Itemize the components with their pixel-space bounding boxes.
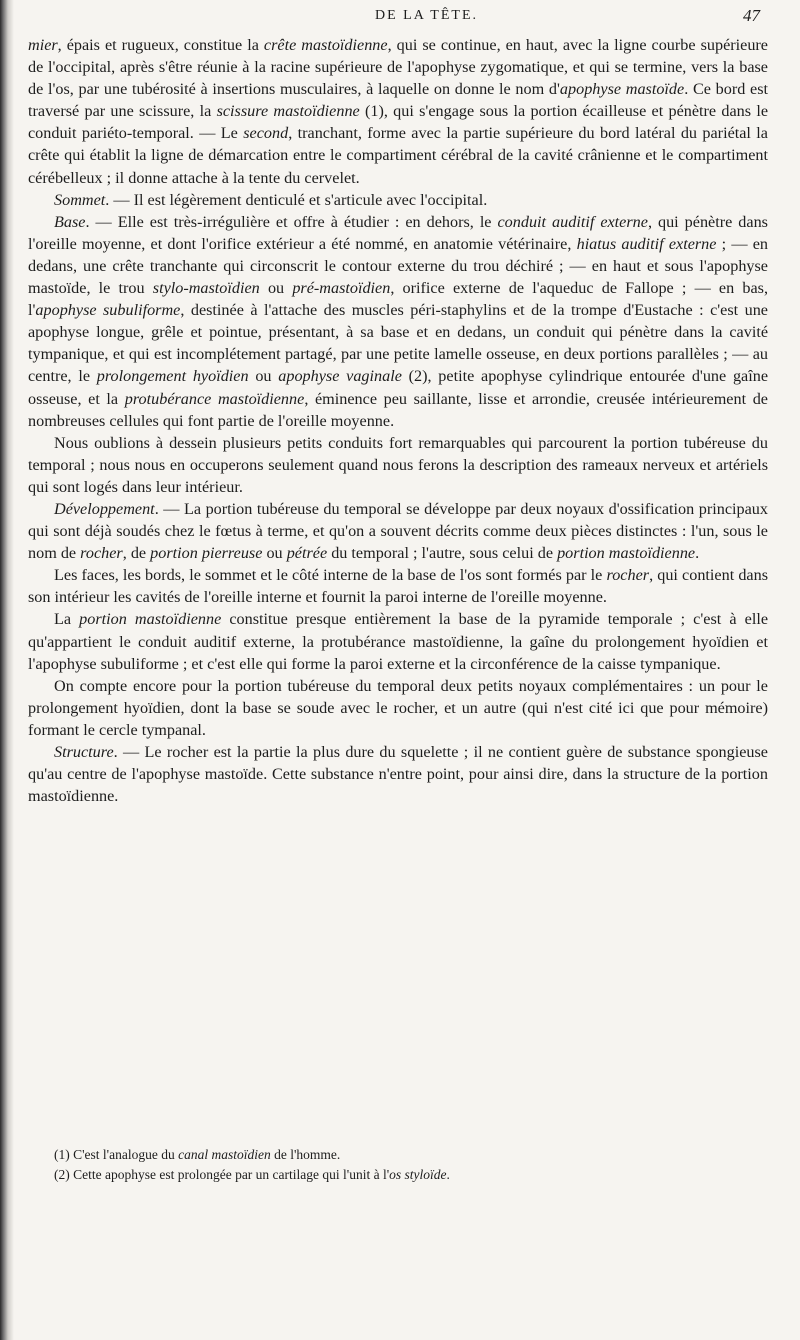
italic-term: conduit auditif externe bbox=[497, 212, 648, 231]
text-run: constitue presque entièrement la base de la pyramide temporale ; c'est à elle qu'appartient le conduit auditif externe, la protubérance mastoïdienne, la gaîne du prolongement hyoïdien et l'apophyse subuliforme ; et c'est elle qui forme la paroi externe et la circonférence de la caisse tympanique. bbox=[28, 610, 768, 673]
text-run: . — Elle est très-irrégulière et offre à étudier : en dehors, le bbox=[85, 212, 498, 231]
footnote-1 bbox=[28, 1145, 768, 1165]
text-run: , de bbox=[122, 544, 151, 563]
text-run: ou bbox=[259, 279, 293, 298]
text-run: La bbox=[54, 610, 80, 629]
text-run: , orifice externe de l'aqueduc de Fallope ; — en bas, l' bbox=[28, 279, 768, 320]
binding-shadow bbox=[0, 0, 14, 1340]
paragraph-noyaux bbox=[28, 675, 768, 741]
text-run: du temporal ; l'autre, sous celui de bbox=[327, 544, 558, 563]
paragraph-base bbox=[28, 211, 768, 432]
italic-term: Structure bbox=[54, 743, 114, 761]
italic-term: apophyse subuliforme bbox=[35, 301, 181, 320]
italic-term: portion mastoïdienne bbox=[557, 544, 696, 563]
page-header bbox=[0, 6, 800, 30]
paragraph-conduits bbox=[28, 432, 768, 498]
paragraph-bord-anterieur bbox=[28, 34, 768, 189]
text-run: . — La portion tubéreuse du temporal se développe par deux noyaux d'ossification principaux qui sont déjà soudés chez le fœtus à terme, et qu'on a souvent décrits comme deux pièces distinctes : l'un, sous le nom de bbox=[28, 499, 768, 563]
italic-term: mier bbox=[28, 36, 58, 54]
paragraph-structure bbox=[28, 741, 768, 807]
italic-term: Base bbox=[54, 212, 86, 231]
italic-term: apophyse vaginale bbox=[278, 367, 402, 386]
text-run: , épais et rugueux, constitue la bbox=[57, 36, 264, 54]
footnote-2 bbox=[28, 1165, 768, 1185]
text-run: , qui pénètre dans l'oreille moyenne, et dont l'orifice extérieur a été nommé, en anatomie vétérinaire, bbox=[28, 212, 768, 253]
italic-term: Développement bbox=[54, 499, 155, 518]
text-run: , destinée à l'attache des muscles péri-staphylins et de la trompe d'Eustache : c'est une apophyse longue, grêle et pointue, présentant, à sa base et en dedans, un conduit qui pénètre dans la cavité tympanique, et qui est incomplétement partagé, par une petite lamelle osseuse, en deux portions parallèles ; — au centre, le bbox=[28, 301, 768, 386]
paragraph-portion-mastoidienne bbox=[28, 608, 768, 674]
italic-term: os styloïde bbox=[389, 1167, 447, 1182]
italic-term: rocher bbox=[80, 544, 123, 563]
body-text bbox=[28, 34, 768, 807]
text-run: . — Le rocher est la partie la plus dure du squelette ; il ne contient guère de substance spongieuse qu'au centre de l'apophyse mastoïde. Cette substance n'entre point, pour ainsi dire, dans la structure de la portion mastoïdienne. bbox=[28, 743, 768, 806]
text-run: Les faces, les bords, le sommet et le côté interne de la base de l'os sont formés par le bbox=[54, 566, 607, 585]
text-run: Nous oublions à dessein plusieurs petits conduits fort remarquables qui parcourent la portion tubéreuse du temporal ; nous nous en occuperons seulement quand nous ferons la description des rameaux nerveux et artériels qui sont logés dans leur intérieur. bbox=[28, 433, 768, 496]
text-run: . bbox=[695, 544, 700, 563]
text-run: , tranchant, forme avec la partie supérieure du bord latéral du pariétal la crête qui établit la ligne de démarcation entre le compartiment cérébral de la cavité crânienne et le compartiment cérébelleux ; il donne attache à la tente du cervelet. bbox=[28, 124, 768, 187]
text-run: . — Il est légèrement denticulé et s'articule avec l'occipital. bbox=[105, 190, 488, 209]
italic-term: stylo-mastoïdien bbox=[152, 279, 260, 298]
italic-term: second bbox=[243, 124, 289, 143]
text-run: . bbox=[446, 1167, 450, 1182]
text-run: ou bbox=[248, 367, 279, 386]
italic-term: protubérance mastoïdienne bbox=[124, 389, 305, 408]
text-run: , qui se continue, en haut, avec la ligne courbe supérieure de l'occipital, après s'être réunie à la racine supérieure de l'apophyse zygomatique, et qui se termine, vers la base de l'os, par une tubérosité à insertions musculaires, à laquelle on donne le nom d' bbox=[28, 36, 768, 99]
italic-term: canal mastoïdien bbox=[178, 1147, 271, 1162]
text-run: On compte encore pour la portion tubéreuse du temporal deux petits noyaux complémentaires : un pour le prolongement hyoïdien, dont la base se soude avec le rocher, et un autre (qui n'est cité ici que pour mémoire) formant le cercle tympanal. bbox=[28, 676, 768, 739]
italic-term: pétrée bbox=[286, 544, 328, 563]
italic-term: portion mastoïdienne bbox=[79, 610, 222, 629]
text-run: ; — en dedans, une crête tranchante qui circonscrit le contour externe du trou déchiré ; — en haut et sous l'apophyse mastoïde, le trou bbox=[28, 234, 769, 298]
italic-term: apophyse mastoïde bbox=[559, 80, 685, 99]
italic-term: rocher bbox=[606, 566, 650, 585]
text-run: (2) Cette apophyse est prolongée par un cartilage qui l'unit à l' bbox=[54, 1167, 390, 1182]
paragraph-rocher bbox=[28, 564, 768, 608]
text-run: ou bbox=[262, 544, 287, 563]
page-number: 47 bbox=[743, 6, 760, 25]
text-run: . Ce bord est traversé par une scissure, la bbox=[28, 80, 768, 121]
paragraph-developpement bbox=[28, 498, 768, 564]
italic-term: hiatus auditif externe bbox=[576, 234, 717, 253]
italic-term: pré-mastoïdien bbox=[292, 279, 391, 298]
text-run: (1), qui s'engage sous la portion écailleuse et pénètre dans le conduit pariéto-temporal. — Le bbox=[28, 102, 768, 143]
italic-term: crête mastoïdienne bbox=[263, 36, 388, 54]
italic-term: prolongement hyoïdien bbox=[96, 367, 249, 386]
italic-term: portion pierreuse bbox=[150, 544, 263, 563]
text-run: (2), petite apophyse cylindrique entourée d'une gaîne osseuse, et la bbox=[28, 367, 769, 408]
italic-term: scissure mastoïdienne bbox=[216, 102, 360, 121]
text-run: (1) C'est l'analogue du bbox=[54, 1147, 179, 1162]
footnotes bbox=[28, 1145, 768, 1185]
text-run: , qui contient dans son intérieur les cavités de l'oreille interne et fournit la paroi interne de l'oreille moyenne. bbox=[28, 566, 769, 607]
text-run: de l'homme. bbox=[270, 1147, 341, 1162]
italic-term: Sommet bbox=[54, 190, 106, 209]
running-head: DE LA TÊTE. bbox=[375, 8, 479, 23]
paragraph-sommet bbox=[28, 189, 768, 211]
text-run: , éminence peu saillante, lisse et arrondie, creusée intérieurement de nombreuses cellules qui font partie de l'oreille moyenne. bbox=[28, 389, 768, 430]
